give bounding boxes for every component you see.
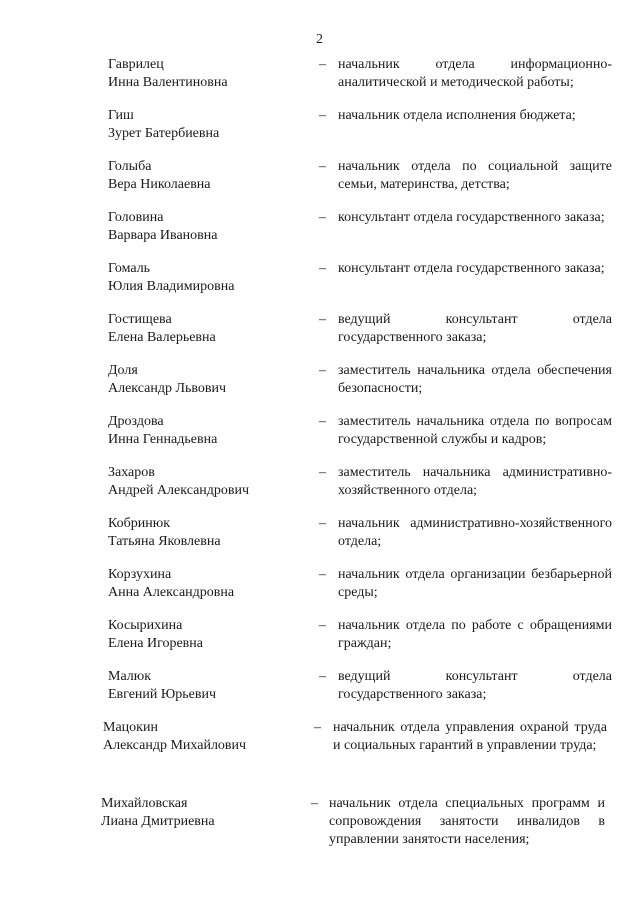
given-names: Евгений Юрьевич bbox=[108, 687, 217, 702]
given-names: Татьяна Яковлевна bbox=[108, 534, 221, 549]
position-title: ведущий консультант отдела государственного заказа; bbox=[338, 669, 612, 702]
position-title: заместитель начальника административно-хозяйственного отдела; bbox=[338, 465, 612, 498]
list-item bbox=[0, 209, 639, 260]
given-names: Лиана Дмитриевна bbox=[101, 814, 215, 829]
person-name bbox=[108, 362, 308, 398]
surname: Михайловская bbox=[101, 796, 188, 811]
list-item bbox=[0, 719, 639, 787]
surname: Гостищева bbox=[108, 312, 172, 327]
position-title: начальник отдела управления охраной труда и социальных гарантий в управлении труда; bbox=[333, 720, 607, 753]
surname: Корзухина bbox=[108, 567, 172, 582]
surname: Дроздова bbox=[108, 414, 164, 429]
position-title: заместитель начальника отдела обеспечения безопасности; bbox=[338, 363, 612, 396]
position-title: начальник административно-хозяйственного отдела; bbox=[338, 516, 612, 549]
surname: Косырихина bbox=[108, 618, 183, 633]
list-item bbox=[0, 566, 639, 617]
list-item bbox=[0, 464, 639, 515]
list-item bbox=[0, 260, 639, 311]
list-item bbox=[0, 413, 639, 464]
person-name bbox=[108, 617, 308, 653]
given-names: Елена Валерьевна bbox=[108, 330, 216, 345]
person-name bbox=[108, 566, 308, 602]
list-item bbox=[0, 107, 639, 158]
dash-separator: – bbox=[319, 363, 326, 378]
dash-separator: – bbox=[319, 108, 326, 123]
person-name bbox=[108, 668, 308, 704]
position-title: консультант отдела государственного заказа; bbox=[338, 210, 605, 225]
list-item bbox=[0, 56, 639, 107]
position-title: начальник отдела исполнения бюджета; bbox=[338, 108, 576, 123]
dash-separator: – bbox=[319, 465, 326, 480]
person-name bbox=[108, 56, 308, 92]
given-names: Андрей Александрович bbox=[108, 483, 250, 498]
list-item bbox=[0, 311, 639, 362]
position-title: начальник отдела специальных программ и сопровождения занятости инвалидов в управлении занятости населения; bbox=[329, 796, 605, 847]
surname: Доля bbox=[108, 363, 138, 378]
dash-separator: – bbox=[319, 516, 326, 531]
person-name bbox=[108, 209, 308, 245]
person-name bbox=[103, 719, 303, 755]
position-title: начальник отдела организации безбарьерной среды; bbox=[338, 567, 612, 600]
given-names: Варвара Ивановна bbox=[108, 228, 218, 243]
list-item bbox=[0, 617, 639, 668]
surname: Гиш bbox=[108, 108, 134, 123]
person-name bbox=[101, 795, 301, 831]
dash-separator: – bbox=[319, 414, 326, 429]
surname: Гомаль bbox=[108, 261, 151, 276]
dash-separator: – bbox=[319, 57, 326, 72]
dash-separator: – bbox=[319, 210, 326, 225]
position-title: заместитель начальника отдела по вопросам государственной службы и кадров; bbox=[338, 414, 612, 447]
position-title: ведущий консультант отдела государственного заказа; bbox=[338, 312, 612, 345]
person-name bbox=[108, 311, 308, 347]
given-names: Александр Львович bbox=[108, 381, 227, 396]
surname: Голыба bbox=[108, 159, 152, 174]
dash-separator: – bbox=[314, 720, 321, 735]
given-names: Анна Александровна bbox=[108, 585, 235, 600]
personnel-list bbox=[0, 56, 639, 865]
dash-separator: – bbox=[319, 618, 326, 633]
position-title: начальник отдела информационно-аналитической и методической работы; bbox=[338, 57, 612, 90]
given-names: Инна Геннадьевна bbox=[108, 432, 218, 447]
list-item bbox=[0, 668, 639, 719]
person-name bbox=[108, 515, 308, 551]
given-names: Вера Николаевна bbox=[108, 177, 211, 192]
dash-separator: – bbox=[319, 669, 326, 684]
position-title: начальник отдела по работе с обращениями граждан; bbox=[338, 618, 612, 651]
surname: Кобринюк bbox=[108, 516, 171, 531]
person-name bbox=[108, 158, 308, 194]
dash-separator: – bbox=[319, 159, 326, 174]
surname: Головина bbox=[108, 210, 164, 225]
dash-separator: – bbox=[319, 261, 326, 276]
list-item bbox=[0, 515, 639, 566]
person-name bbox=[108, 260, 308, 296]
list-item bbox=[0, 158, 639, 209]
surname: Захаров bbox=[108, 465, 155, 480]
given-names: Александр Михайлович bbox=[103, 738, 247, 753]
given-names: Юлия Владимировна bbox=[108, 279, 235, 294]
given-names: Зурет Батербиевна bbox=[108, 126, 220, 141]
list-item bbox=[0, 795, 639, 865]
surname: Мацокин bbox=[103, 720, 158, 735]
person-name bbox=[108, 413, 308, 449]
dash-separator: – bbox=[319, 567, 326, 582]
given-names: Инна Валентиновна bbox=[108, 75, 228, 90]
dash-separator: – bbox=[319, 312, 326, 327]
list-item bbox=[0, 362, 639, 413]
page-number: 2 bbox=[316, 32, 323, 47]
surname: Малюк bbox=[108, 669, 152, 684]
person-name bbox=[108, 107, 308, 143]
person-name bbox=[108, 464, 308, 500]
surname: Гаврилец bbox=[108, 57, 164, 72]
dash-separator: – bbox=[311, 796, 318, 811]
given-names: Елена Игоревна bbox=[108, 636, 203, 651]
position-title: начальник отдела по социальной защите семьи, материнства, детства; bbox=[338, 159, 612, 192]
position-title: консультант отдела государственного заказа; bbox=[338, 261, 605, 276]
